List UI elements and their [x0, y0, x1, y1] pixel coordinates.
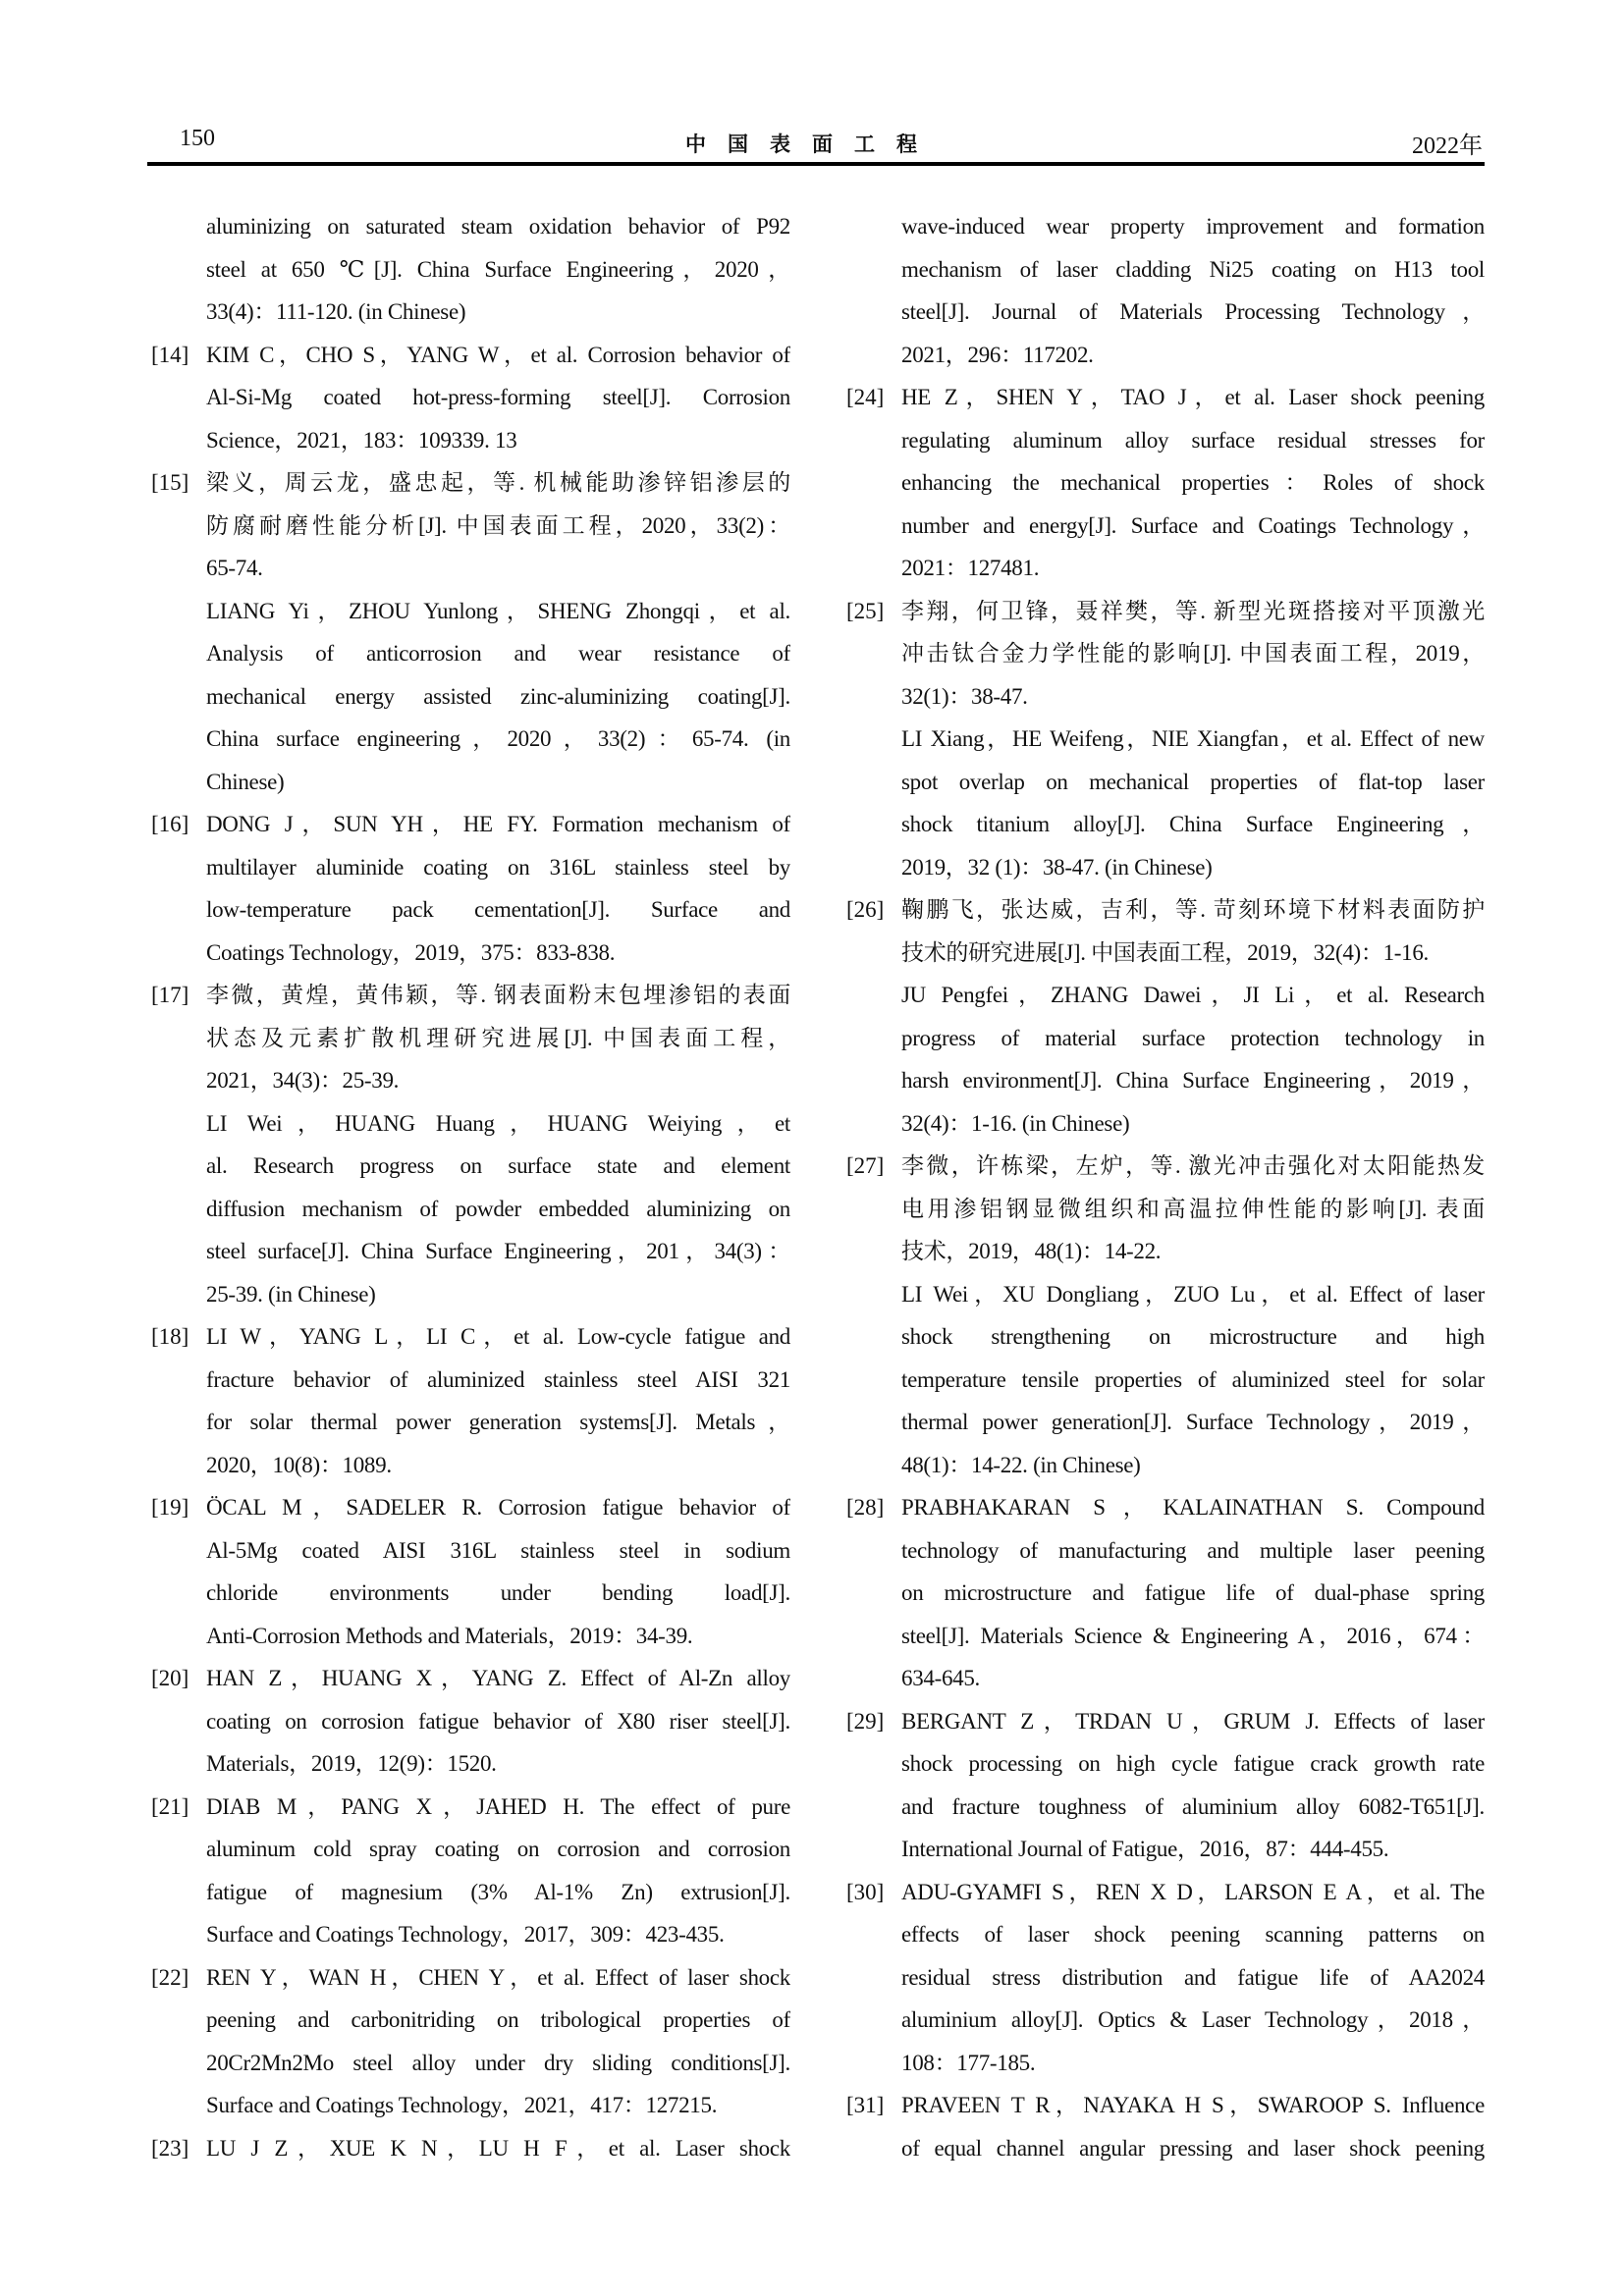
reference-number: [15] [151, 470, 189, 495]
reference-text [901, 1700, 1485, 1871]
reference-line: 李翔，何卫锋，聂祥樊，等. 新型光斑搭接对平顶激光 [901, 598, 1485, 623]
reference-line: for solar thermal power generation systems[J]. Metals， [206, 1410, 790, 1434]
reference-line: aluminium alloy[J]. Optics & Laser Technology，2018， [901, 2007, 1485, 2032]
reference-line: Anti-Corrosion Methods and Materials，2019：34-39. [206, 1623, 693, 1648]
reference-line: REN Y，WAN H，CHEN Y，et al. Effect of laser shock [206, 1964, 790, 1990]
reference-entry [842, 1871, 1485, 2085]
reference-line: 状态及元素扩散机理研究进展[J]. 中国表面工程， [206, 1025, 790, 1050]
reference-line: DIAB M，PANG X，JAHED H. The effect of pure [206, 1793, 790, 1819]
reference-line: shock processing on high cycle fatigue crack growth rate [901, 1751, 1485, 1776]
reference-number: [30] [846, 1879, 885, 1904]
reference-line: PRAVEEN T R，NAYAKA H S，SWAROOP S. Influence [901, 2093, 1485, 2117]
reference-line: aluminum cold spray coating on corrosion and corrosion [206, 1837, 790, 1861]
reference-line: Surface and Coatings Technology，2017，309：423-435. [206, 1922, 725, 1947]
reference-number: [26] [846, 897, 885, 922]
reference-line: low-temperature pack cementation[J]. Surface and [206, 897, 790, 922]
reference-text [206, 1786, 790, 1956]
reference-line: multilayer aluminide coating on 316L stainless steel by [206, 854, 790, 880]
reference-line: peening and carbonitriding on tribological properties of [206, 2007, 790, 2032]
reference-line: thermal power generation[J]. Surface Technology，2019， [901, 1410, 1485, 1434]
reference-line: spot overlap on mechanical properties of flat-top laser [901, 769, 1485, 794]
reference-line: Al-5Mg coated AISI 316L stainless steel in sodium [206, 1537, 790, 1563]
reference-line: 电用渗铝钢显微组织和高温拉伸性能的影响[J]. 表面 [901, 1196, 1485, 1221]
reference-entry [842, 888, 1485, 1145]
reference-line: Materials，2019，12(9)：1520. [206, 1751, 497, 1776]
reference-text [206, 1486, 790, 1657]
reference-line: mechanical energy assisted zinc-aluminizing coating[J]. [206, 683, 790, 709]
reference-line: al. Research progress on surface state and element [206, 1153, 790, 1178]
reference-line: of equal channel angular pressing and laser shock peening [901, 2135, 1485, 2161]
reference-line: enhancing the mechanical properties：Roles of shock [901, 470, 1485, 495]
reference-line: Surface and Coatings Technology，2021，417：127215. [206, 2093, 718, 2117]
reference-line: 技术，2019，48(1)：14-22. [901, 1239, 1162, 1263]
reference-line: 65-74. [206, 556, 263, 580]
reference-line: steel[J]. Journal of Materials Processing Technology， [901, 299, 1485, 324]
reference-text [901, 1145, 1485, 1486]
reference-text [206, 461, 790, 803]
reference-line: fatigue of magnesium (3% Al-1% Zn) extrusion[J]. [206, 1879, 790, 1904]
reference-number: [22] [151, 1964, 189, 1990]
reference-line: LI Wei，XU Dongliang，ZUO Lu，et al. Effect of laser [901, 1281, 1485, 1307]
reference-line: JU Pengfei，ZHANG Dawei，JI Li，et al. Research [901, 983, 1485, 1007]
reference-text [206, 803, 790, 974]
reference-line: 李微，黄煌，黄伟颖，等. 钢表面粉末包埋渗铝的表面 [206, 983, 790, 1007]
reference-line: diffusion mechanism of powder embedded aluminizing on [206, 1196, 790, 1221]
reference-line: 32(4)：1-16. (in Chinese) [901, 1110, 1130, 1136]
reference-line: mechanism of laser cladding Ni25 coating on H13 tool [901, 256, 1485, 282]
reference-line: 32(1)：38-47. [901, 683, 1028, 709]
reference-line: 25-39. (in Chinese) [206, 1281, 376, 1307]
reference-line: 48(1)：14-22. (in Chinese) [901, 1452, 1141, 1477]
reference-line: and fracture toughness of aluminium alloy 6082-T651[J]. [901, 1793, 1485, 1819]
reference-line: HE Z，SHEN Y，TAO J，et al. Laser shock peening [901, 385, 1485, 409]
reference-number: [19] [151, 1495, 189, 1520]
reference-number: [21] [151, 1793, 189, 1819]
reference-line: 20Cr2Mn2Mo steel alloy under dry sliding conditions[J]. [206, 2050, 790, 2075]
reference-line: wave-induced wear property improvement and formation [901, 214, 1485, 239]
reference-entry [147, 1956, 790, 2127]
reference-line: 634-645. [901, 1666, 981, 1690]
reference-line: progress of material surface protection technology in [901, 1025, 1485, 1050]
reference-text [206, 974, 790, 1315]
reference-line: 33(4)：111-120. (in Chinese) [206, 299, 466, 324]
reference-line: 2019，32 (1)：38-47. (in Chinese) [901, 854, 1213, 880]
reference-line: LU J Z，XUE K N，LU H F，et al. Laser shock [206, 2135, 790, 2161]
reference-entry [147, 334, 790, 462]
reference-line: regulating aluminum alloy surface residual stresses for [901, 427, 1485, 453]
reference-text [206, 1315, 790, 1486]
left-column [147, 205, 790, 2169]
reference-line: 李微，许栋梁，左炉，等. 激光冲击强化对太阳能热发 [901, 1153, 1485, 1178]
reference-text [206, 205, 790, 334]
reference-line: ADU-GYAMFI S，REN X D，LARSON E A，et al. The [901, 1879, 1485, 1904]
reference-line: DONG J，SUN YH，HE FY. Formation mechanism of [206, 812, 790, 836]
reference-entry [147, 1786, 790, 1956]
reference-text [901, 2084, 1485, 2169]
reference-line: on microstructure and fatigue life of dual-phase spring [901, 1580, 1485, 1605]
reference-text [901, 888, 1485, 1145]
reference-line: harsh environment[J]. China Surface Engineering，2019， [901, 1068, 1485, 1093]
reference-line: shock strengthening on microstructure and high [901, 1324, 1485, 1349]
reference-line: LIANG Yi，ZHOU Yunlong，SHENG Zhongqi，et al. [206, 598, 790, 623]
header-rule [147, 162, 1485, 166]
reference-line: aluminizing on saturated steam oxidation behavior of P92 [206, 214, 790, 239]
reference-entry [842, 590, 1485, 889]
reference-number: [17] [151, 983, 189, 1007]
reference-text [206, 2127, 790, 2170]
reference-line: Science，2021，183：109339. 13 [206, 427, 517, 453]
reference-line: China surface engineering，2020，33(2)：65-74. (in [206, 726, 790, 751]
reference-line: steel surface[J]. China Surface Engineering，201，34(3)： [206, 1239, 790, 1263]
reference-line: LI Xiang，HE Weifeng，NIE Xiangfan，et al. Effect of new [901, 726, 1485, 751]
reference-line: shock titanium alloy[J]. China Surface Engineering， [901, 812, 1485, 836]
reference-line: 2020，10(8)：1089. [206, 1452, 392, 1477]
reference-line: 冲击钛合金力学性能的影响[J]. 中国表面工程，2019， [901, 641, 1485, 666]
reference-number: [31] [846, 2093, 885, 2117]
reference-line: chloride environments under bending load[J]. [206, 1580, 790, 1605]
reference-line: 防腐耐磨性能分析[J]. 中国表面工程，2020，33(2)： [206, 512, 790, 538]
reference-number: [28] [846, 1495, 885, 1520]
reference-number: [16] [151, 812, 189, 836]
reference-text [206, 1956, 790, 2127]
reference-line: Analysis of anticorrosion and wear resistance of [206, 641, 790, 666]
right-column [842, 205, 1485, 2169]
reference-entry [842, 376, 1485, 590]
reference-line: 108：177-185. [901, 2050, 1036, 2075]
reference-line: 2021：127481. [901, 556, 1040, 580]
reference-number: [25] [846, 598, 885, 623]
reference-line: residual stress distribution and fatigue life of AA2024 [901, 1964, 1485, 1990]
reference-entry [842, 205, 1485, 376]
reference-line: temperature tensile properties of aluminized steel for solar [901, 1366, 1485, 1392]
reference-line: coating on corrosion fatigue behavior of X80 riser steel[J]. [206, 1708, 790, 1734]
reference-text [901, 590, 1485, 889]
reference-number: [23] [151, 2135, 189, 2161]
reference-line: Coatings Technology，2019，375：833-838. [206, 939, 616, 965]
reference-number: [24] [846, 385, 885, 409]
reference-line: steel at 650 ℃[J]. China Surface Engineering，2020， [206, 256, 790, 282]
reference-line: HAN Z，HUANG X，YANG Z. Effect of Al-Zn alloy [206, 1666, 790, 1690]
reference-number: [29] [846, 1708, 885, 1734]
reference-line: steel[J]. Materials Science & Engineering A，2016，674： [901, 1623, 1485, 1648]
reference-text [901, 1486, 1485, 1700]
reference-text [901, 205, 1485, 376]
reference-line: PRABHAKARAN S，KALAINATHAN S. Compound [901, 1495, 1485, 1520]
reference-text [901, 1871, 1485, 2085]
reference-line: International Journal of Fatigue，2016，87：444-455. [901, 1837, 1389, 1861]
reference-number: [27] [846, 1153, 885, 1178]
journal-title: 中国表面工程 [685, 133, 939, 156]
reference-line: effects of laser shock peening scanning patterns on [901, 1922, 1485, 1947]
reference-line: Chinese) [206, 769, 285, 794]
page-number: 150 [180, 126, 215, 151]
reference-line: BERGANT Z，TRDAN U，GRUM J. Effects of laser [901, 1708, 1485, 1734]
reference-line: technology of manufacturing and multiple laser peening [901, 1537, 1485, 1563]
reference-number: [18] [151, 1324, 189, 1349]
reference-line: Al-Si-Mg coated hot-press-forming steel[J]. Corrosion [206, 385, 790, 409]
reference-line: number and energy[J]. Surface and Coatings Technology， [901, 512, 1485, 538]
reference-entry [147, 803, 790, 974]
reference-entry [147, 2127, 790, 2170]
reference-entry [842, 1700, 1485, 1871]
reference-line: 鞠鹏飞，张达威，吉利，等. 苛刻环境下材料表面防护 [901, 897, 1485, 922]
reference-text [901, 376, 1485, 590]
reference-entry [842, 2084, 1485, 2169]
reference-line: LI W，YANG L，LI C，et al. Low-cycle fatigue and [206, 1324, 790, 1349]
reference-text [206, 334, 790, 462]
reference-entry [147, 974, 790, 1315]
reference-line: 技术的研究进展[J]. 中国表面工程，2019，32(4)：1-16. [901, 939, 1429, 965]
reference-number: [14] [151, 342, 189, 367]
reference-line: KIM C，CHO S，YANG W，et al. Corrosion behavior of [206, 342, 790, 367]
reference-line: 2021，34(3)：25-39. [206, 1068, 400, 1093]
reference-entry [147, 461, 790, 803]
reference-entry [147, 205, 790, 334]
reference-entry [147, 1315, 790, 1486]
reference-line: fracture behavior of aluminized stainless steel AISI 321 [206, 1366, 790, 1392]
reference-text [206, 1657, 790, 1786]
reference-line: ÖCAL M，SADELER R. Corrosion fatigue behavior of [206, 1495, 790, 1520]
reference-entry [147, 1486, 790, 1657]
reference-line: LI Wei，HUANG Huang，HUANG Weiying，et [206, 1110, 790, 1136]
reference-number: [20] [151, 1666, 189, 1690]
issue-year: 2022年 [1412, 133, 1483, 159]
reference-entry [147, 1657, 790, 1786]
reference-entry [842, 1145, 1485, 1486]
reference-line: 2021，296：117202. [901, 342, 1094, 367]
reference-entry [842, 1486, 1485, 1700]
reference-line: 梁义，周云龙，盛忠起，等. 机械能助渗锌铝渗层的 [206, 470, 790, 495]
